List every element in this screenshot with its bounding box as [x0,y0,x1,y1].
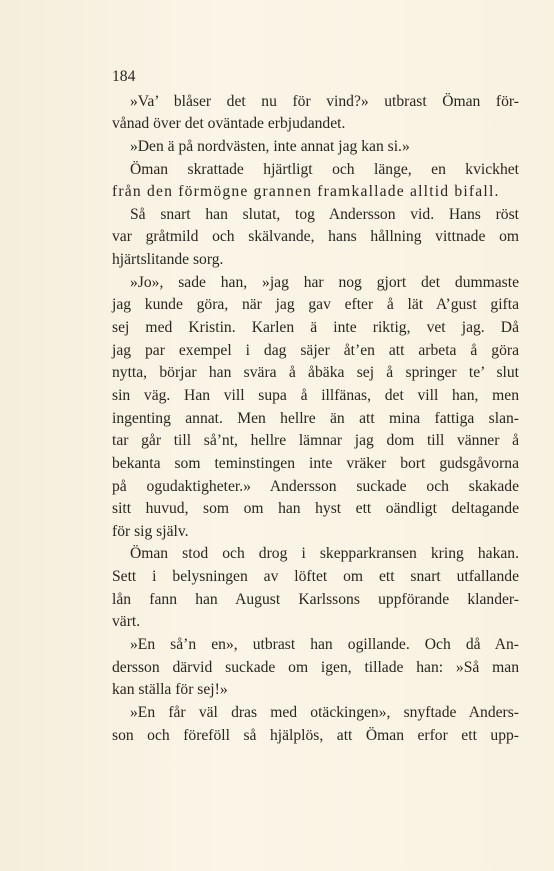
text-line: »Va’ blåser det nu för vind?» utbrast Öman för- [130,92,519,110]
text-line: Så snart han slutat, tog Andersson vid. Hans röst [130,205,519,223]
text-line: jag kunde göra, när jag gav efter å lät A’gust gifta [112,296,519,314]
text-line: värt. [112,613,141,631]
text-line: »Den ä på nordvästen, inte annat jag kan si.» [130,137,410,155]
text-line: kan ställa för sej!» [112,681,228,699]
text-line: från den förmögne grannen framkallade alltid bifall. [112,183,500,201]
text-line: Öman stod och drog i skepparkransen kring hakan. [130,545,519,563]
text-line: Öman skrattade hjärtligt och länge, en kvickhet [130,160,519,178]
text-line: »En får väl dras med otäckingen», snyftade Anders- [130,703,519,721]
text-line: sitt huvud, som om han hyst ett oändligt deltagande [112,500,519,518]
text-line: lån fann han August Karlssons uppförande klander- [112,590,519,608]
text-line: på ogudaktigheter.» Andersson suckade och skakade [112,477,519,495]
text-line: jag par exempel i dag säjer åt’en att arbeta å göra [112,341,519,359]
page-text [112,66,519,747]
text-line: sej med Kristin. Karlen ä inte riktig, vet jag. Då [112,319,519,337]
text-line: »En så’n en», utbrast han ogillande. Och då An- [130,636,519,654]
text-line: nytta, börjar han svära å åbäka sej å springer te’ slut [112,364,519,382]
text-line: var gråtmild och skälvande, hans hållning vittnade om [112,228,519,246]
text-line: hjärtslitande sorg. [112,251,224,269]
text-line: dersson därvid suckade om igen, tillade han: »Så man [112,658,519,676]
page-number: 184 [112,68,136,85]
text-line: för sig själv. [112,522,189,540]
text-lines [112,91,519,748]
text-line: sin väg. Han vill supa å illfänas, det vill han, men [112,386,519,404]
text-line: ingenting annat. Men hellre än att mina fattiga slan- [112,409,519,427]
text-line: son och föreföll så hjälplös, att Öman erfor ett upp- [112,726,519,744]
text-line: bekanta som teminstingen inte vräker bort gudsgåvorna [112,454,519,472]
text-line: tar går till så’nt, hellre lämnar jag dom till vänner å [112,432,519,450]
text-line: vånad över det oväntade erbjudandet. [112,115,346,133]
text-line: Sett i belysningen av löftet om ett snart utfallande [112,568,519,586]
text-line: »Jo», sade han, »jag har nog gjort det dummaste [130,273,519,291]
